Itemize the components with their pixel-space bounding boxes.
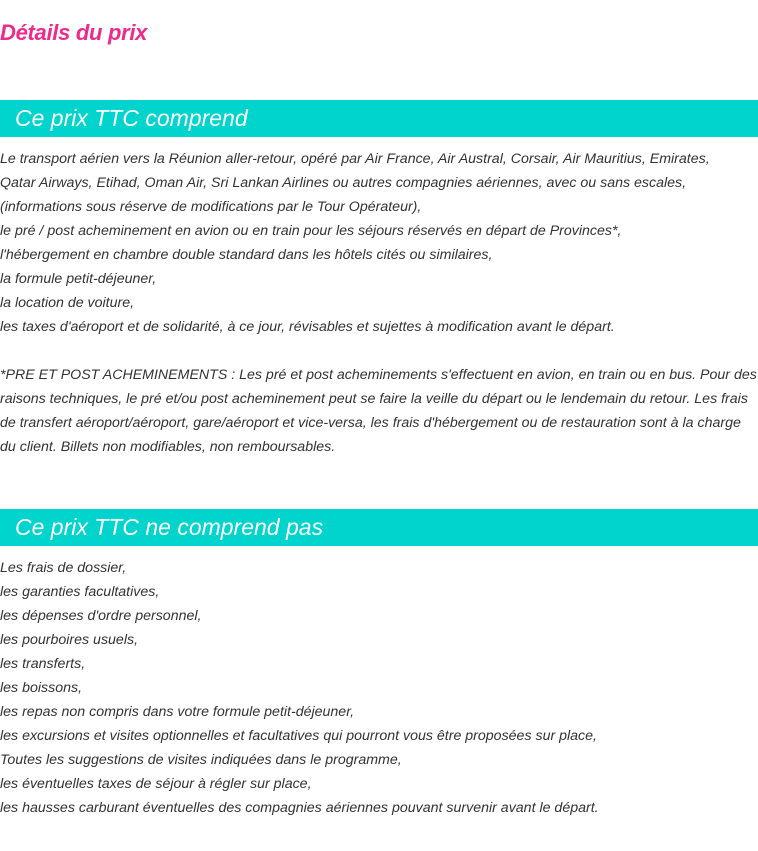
included-line: l'hébergement en chambre double standard dans les hôtels cités ou similaires, xyxy=(0,247,493,263)
excluded-line: les boissons, xyxy=(0,680,83,696)
transfer-note-line: de transfert aéroport/aéroport, gare/aéroport et vice-versa, les frais d'hébergement ou de restauration sont à la charge xyxy=(0,415,741,431)
transfer-note xyxy=(0,363,758,459)
page-title: Détails du prix xyxy=(0,20,148,45)
excluded-line: Les frais de dossier, xyxy=(0,560,127,576)
included-line: (informations sous réserve de modifications par le Tour Opérateur), xyxy=(0,199,422,215)
included-line: la location de voiture, xyxy=(0,295,135,311)
transfer-note-line: raisons techniques, le pré et/ou post acheminement peut se faire la veille du départ ou le lendemain du retour. Les frais xyxy=(0,391,748,407)
excluded-section-heading: Ce prix TTC ne comprend pas xyxy=(0,509,758,546)
included-line: la formule petit-déjeuner, xyxy=(0,271,157,287)
excluded-line: les transferts, xyxy=(0,656,86,672)
included-line: les taxes d'aéroport et de solidarité, à ce jour, révisables et sujettes à modification avant le départ. xyxy=(0,319,615,335)
excluded-list xyxy=(0,556,758,820)
excluded-line: les repas non compris dans votre formule petit-déjeuner, xyxy=(0,704,355,720)
included-line: le pré / post acheminement en avion ou en train pour les séjours réservés en départ de Provinces*, xyxy=(0,223,622,239)
excluded-line: les éventuelles taxes de séjour à régler sur place, xyxy=(0,776,312,792)
excluded-line: les excursions et visites optionnelles et facultatives qui pourront vous être proposées sur place, xyxy=(0,728,597,744)
excluded-line: les hausses carburant éventuelles des compagnies aériennes pouvant survenir avant le départ. xyxy=(0,800,599,816)
included-list xyxy=(0,147,758,339)
included-section-heading: Ce prix TTC comprend xyxy=(0,100,758,137)
excluded-line: les garanties facultatives, xyxy=(0,584,160,600)
excluded-line: Toutes les suggestions de visites indiquées dans le programme, xyxy=(0,752,402,768)
excluded-line: les dépenses d'ordre personnel, xyxy=(0,608,202,624)
included-line: Qatar Airways, Etihad, Oman Air, Sri Lankan Airlines ou autres compagnies aériennes, avec ou sans escales, xyxy=(0,175,687,191)
transfer-note-line: *PRE ET POST ACHEMINEMENTS : Les pré et post acheminements s'effectuent en avion, en train ou en bus. Pour des xyxy=(0,367,757,383)
included-line: Le transport aérien vers la Réunion aller-retour, opéré par Air France, Air Austral, Corsair, Air Mauritius, Emirates, xyxy=(0,151,710,167)
excluded-line: les pourboires usuels, xyxy=(0,632,139,648)
transfer-note-line: du client. Billets non modifiables, non remboursables. xyxy=(0,439,336,455)
